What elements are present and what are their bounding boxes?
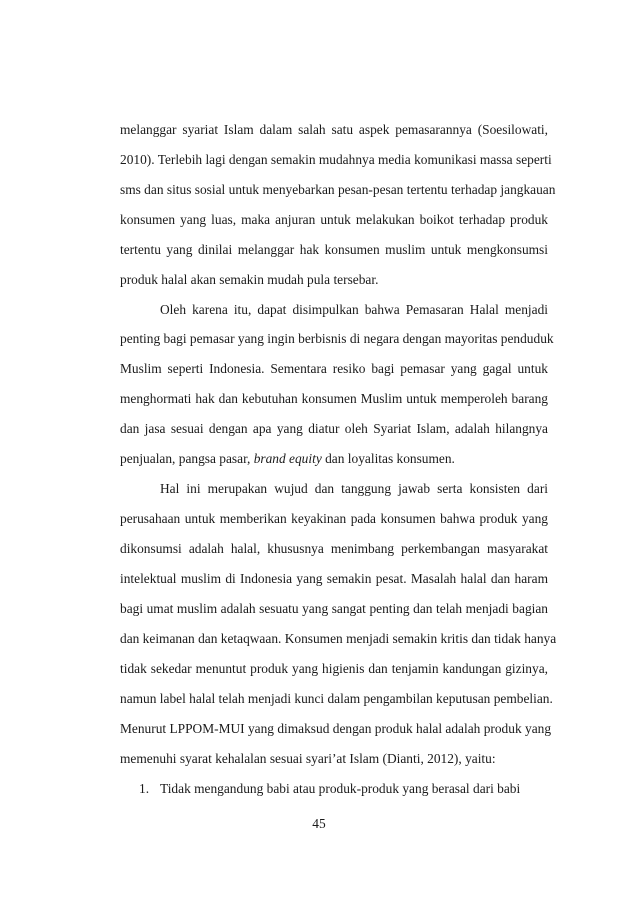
text-line: sms dan situs sosial untuk menyebarkan pesan-pesan tertentu terhadap jangkauan — [120, 182, 556, 197]
text-line: produk halal akan semakin mudah pula tersebar. — [120, 272, 379, 287]
text-line: dan jasa sesuai dengan apa yang diatur oleh Syariat Islam, adalah hilangnya — [120, 421, 548, 436]
text-run: dan loyalitas konsumen. — [321, 451, 455, 466]
text-line: dikonsumsi adalah halal, khususnya menimbang perkembangan masyarakat — [120, 541, 548, 556]
text-line: bagi umat muslim adalah sesuatu yang sangat penting dan telah menjadi bagian — [120, 601, 548, 616]
text-line: tertentu yang dinilai melanggar hak konsumen muslim untuk mengkonsumsi — [120, 242, 548, 257]
text-line: perusahaan untuk memberikan keyakinan pada konsumen bahwa produk yang — [120, 511, 548, 526]
text-line: konsumen yang luas, maka anjuran untuk melakukan boikot terhadap produk — [120, 212, 548, 227]
list-item — [139, 781, 520, 797]
text-line: tidak sekedar menuntut produk yang higienis dan tenjamin kandungan gizinya, — [120, 661, 548, 676]
text-line: namun label halal telah menjadi kunci dalam pengambilan keputusan pembelian. — [120, 691, 553, 706]
text-run: penjualan, pangsa pasar, — [120, 451, 254, 466]
text-line: Oleh karena itu, dapat disimpulkan bahwa Pemasaran Halal menjadi — [160, 302, 548, 317]
text-line: Muslim seperti Indonesia. Sementara resiko bagi pemasar yang gagal untuk — [120, 361, 548, 376]
text-line: intelektual muslim di Indonesia yang semakin pesat. Masalah halal dan haram — [120, 571, 548, 586]
italic-term: brand equity — [253, 451, 322, 466]
text-line — [120, 451, 548, 467]
text-line: Hal ini merupakan wujud dan tanggung jawab serta konsisten dari — [160, 481, 548, 496]
list-number: 1. — [139, 781, 150, 796]
text-line: 2010). Terlebih lagi dengan semakin mudahnya media komunikasi massa seperti — [120, 152, 552, 167]
list-text: Tidak mengandung babi atau produk-produk yang berasal dari babi — [160, 781, 521, 796]
text-line: melanggar syariat Islam dalam salah satu aspek pemasarannya (Soesilowati, — [120, 122, 548, 137]
page-number: 45 — [312, 816, 326, 831]
text-line: memenuhi syarat kehalalan sesuai syari’at Islam (Dianti, 2012), yaitu: — [120, 751, 496, 766]
text-line: dan keimanan dan ketaqwaan. Konsumen menjadi semakin kritis dan tidak hanya — [120, 631, 557, 646]
text-line: Menurut LPPOM-MUI yang dimaksud dengan produk halal adalah produk yang — [120, 721, 552, 736]
text-line: menghormati hak dan kebutuhan konsumen Muslim untuk memperoleh barang — [120, 391, 548, 406]
text-line: penting bagi pemasar yang ingin berbisnis di negara dengan mayoritas penduduk — [120, 331, 554, 346]
